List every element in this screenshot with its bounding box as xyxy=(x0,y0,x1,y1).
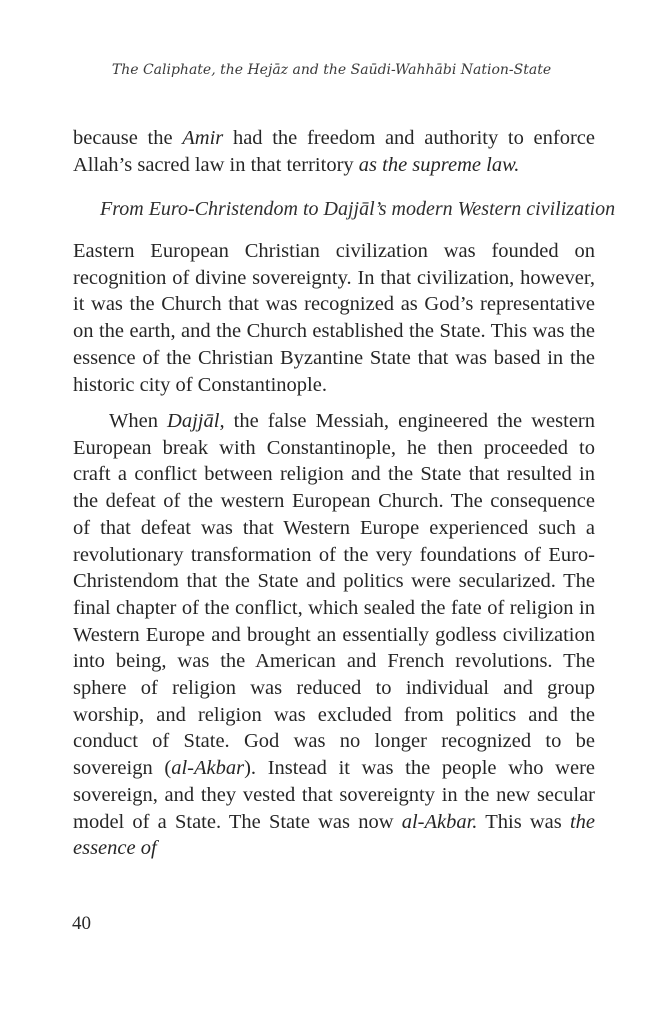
paragraph-1-text xyxy=(73,125,595,178)
text-run: the false Messiah, engineered the western European break with Constantinople, he then proceeded to craft a conflict between religion and the State that resulted in the defeat of the western European Church. The consequence of that defeat was that Western Europe experienced such a revolutionary transformation of the very foundations of Euro-Christendom that the State and politics were secularized. The final chapter of the conflict, which sealed the fate of religion in Western Europe and brought an essentially godless civilization into being, was the American and French revolutions. The sphere of religion was reduced to individual and group worship, and religion was excluded from politics and the conduct of State. God was no longer recognized to be sovereign ( xyxy=(73,410,595,780)
text-run: This was xyxy=(477,810,570,833)
paragraph-3 xyxy=(73,408,595,862)
text-run: ). Instead it was the people who were sovereign, and they vested that sovereignty in the new secular model of a State. The State was now xyxy=(73,757,595,833)
paragraph-2 xyxy=(73,238,595,398)
emphasis-dajjal: Dajjāl, xyxy=(167,410,225,432)
section-heading: From Euro-Christendom to Dajjāl’s modern Western civilization xyxy=(100,198,616,220)
running-head: The Caliphate, the Hejāz and the Saūdi-Wahhābi Nation-State xyxy=(111,62,552,78)
emphasis-supreme-law: as the supreme law. xyxy=(358,153,520,176)
paragraph-continuation xyxy=(73,125,595,178)
emphasis-al-akbar-2: al-Akbar. xyxy=(401,810,478,833)
page-number: 40 xyxy=(72,913,91,934)
emphasis-essence: the essence of xyxy=(73,810,595,860)
text-run: because the xyxy=(73,127,183,149)
emphasis-al-akbar: al-Akbar xyxy=(171,757,245,780)
emphasis-amir: Amir xyxy=(182,127,224,149)
text-run: had the freedom and authority to enforce Allah’s sacred law in that territory xyxy=(73,127,595,176)
text-run: When xyxy=(109,410,168,432)
paragraph-2-text: Eastern European Christian civilization was founded on recognition of divine sovereignty. In that civilization, however, it was the Church that was recognized as God’s representative on the earth, and the Church established the State. This was the essence of the Christian Byzantine State that was based in the historic city of Constantinople. xyxy=(73,240,595,396)
paragraph-3-text xyxy=(73,408,595,862)
